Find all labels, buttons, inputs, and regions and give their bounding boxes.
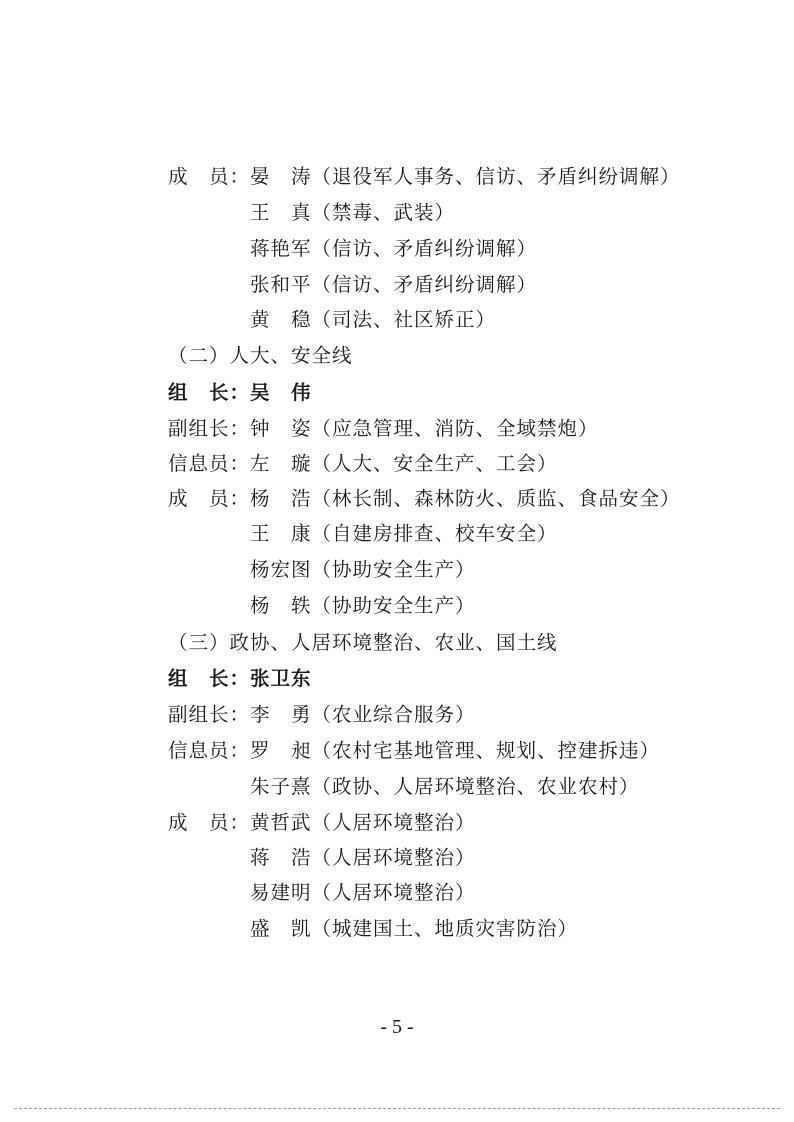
role-label: 成 员： [168,811,251,834]
section-heading: （三）政协、人居环境整治、农业、国土线 [168,631,558,654]
member-entry: 晏 涛（退役军人事务、信访、矛盾纠纷调解） [250,165,681,188]
member-entry: 王 真（禁毒、武装） [250,201,456,224]
role-label: 信息员： [168,739,251,762]
member-line [168,160,681,194]
member-line [168,268,537,302]
member-line [168,232,537,266]
role-label: 副组长： [168,417,251,440]
member-entry: 易建明（人居环境整治） [250,881,476,904]
member-line [168,698,476,732]
page-number: - 5 - [380,1016,414,1038]
member-entry: 左 璇（人大、安全生产、工会） [250,452,558,475]
member-entry: 朱子熹（政协、人居环境整治、农业农村） [250,775,640,798]
member-entry: 黄哲武（人居环境整治） [250,811,476,834]
member-entry: 盛 凯（城建国土、地质灾害防治） [250,917,579,940]
member-line [168,770,640,804]
member-entry: 钟 姿（应急管理、消防、全域禁炮） [250,417,599,440]
group-leader: 组 长：吴 伟 [168,381,312,404]
role-label: 信息员： [168,452,251,475]
section-heading: （二）人大、安全线 [168,344,353,367]
member-line [168,517,558,551]
member-entry: 杨宏图（协助安全生产） [250,558,476,581]
member-entry: 张和平（信访、矛盾纠纷调解） [250,273,538,296]
member-entry: 李 勇（农业综合服务） [250,703,476,726]
member-line [168,303,496,337]
member-entry: 王 康（自建房排查、校车安全） [250,522,558,545]
member-line [168,806,476,840]
member-line [168,553,476,587]
role-label: 成 员： [168,165,251,188]
member-line [168,196,455,230]
member-entry: 蒋 浩（人居环境整治） [250,846,476,869]
member-line [168,412,599,446]
member-line [168,734,660,768]
scan-edge-divider [14,1108,780,1109]
role-label: 成 员： [168,487,251,510]
role-label: 副组长： [168,703,251,726]
member-line [168,482,681,516]
member-line [168,447,558,481]
member-line [168,589,476,623]
member-entry: 杨 轶（协助安全生产） [250,594,476,617]
group-leader: 组 长：张卫东 [168,667,312,690]
member-line [168,841,476,875]
member-line [168,912,578,946]
member-entry: 杨 浩（林长制、森林防火、质监、食品安全） [250,487,681,510]
member-entry: 黄 稳（司法、社区矫正） [250,308,497,331]
member-entry: 罗 昶（农村宅基地管理、规划、控建拆违） [250,739,661,762]
member-entry: 蒋艳军（信访、矛盾纠纷调解） [250,237,538,260]
member-line [168,876,476,910]
